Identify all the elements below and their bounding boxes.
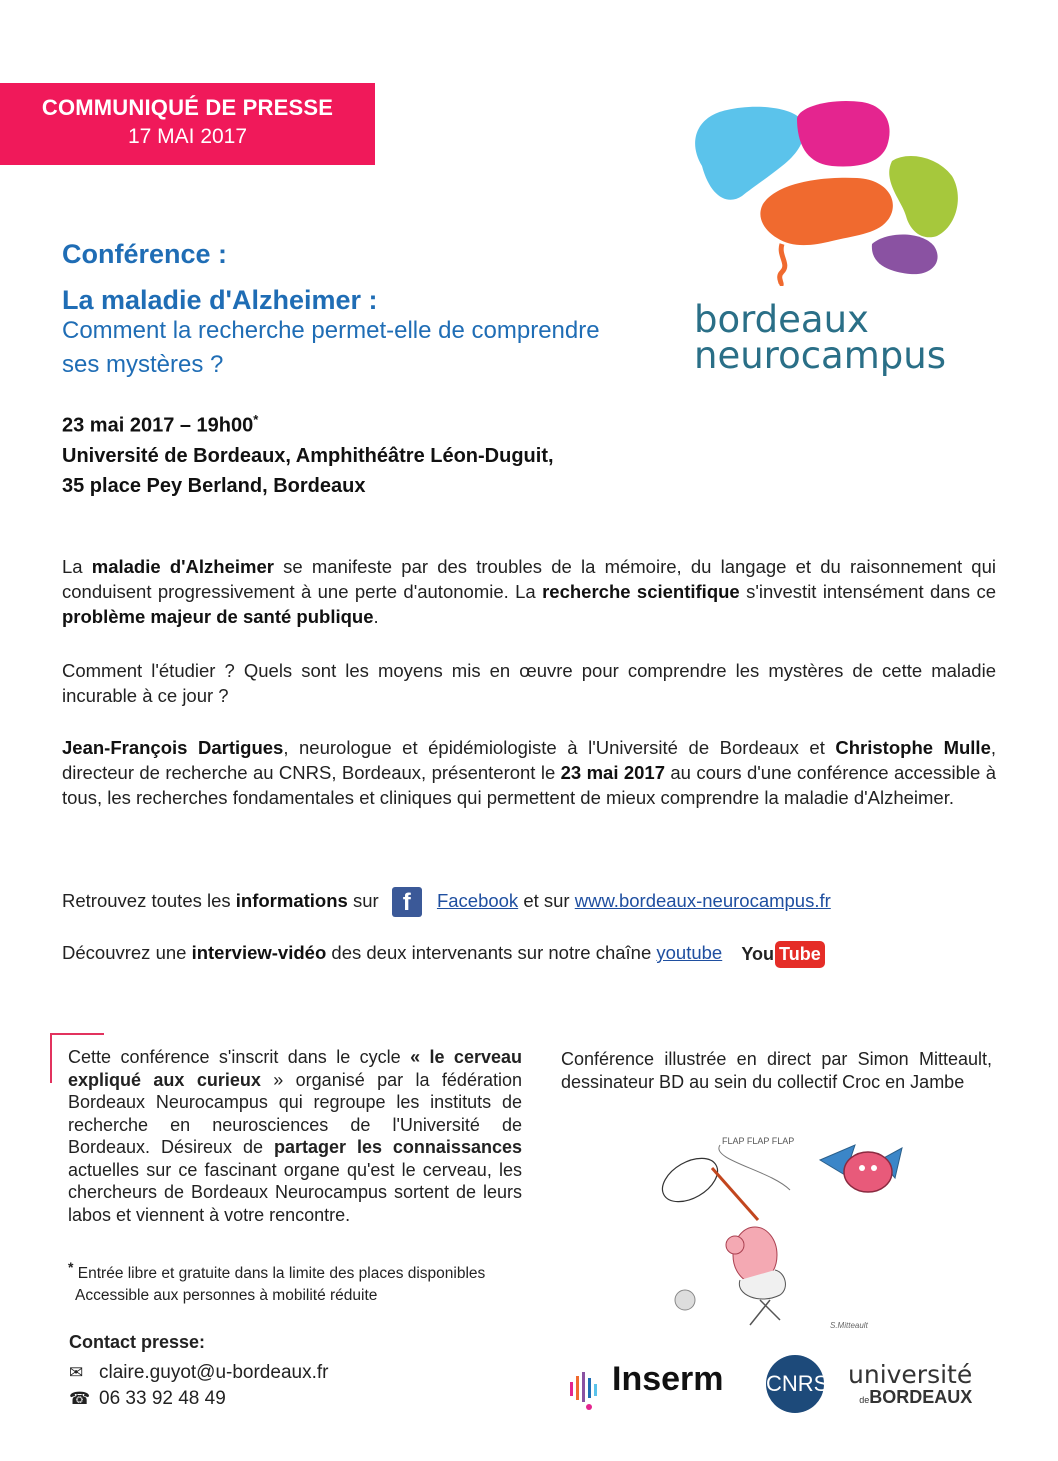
event-details [62,405,554,501]
press-release-banner [0,83,375,165]
brain-lobe-pink [797,101,890,167]
contact-phone-row [69,1388,226,1410]
text: actuelles sur ce fascinant organe qu'est le cerveau, les chercheurs de Bordeaux Neurocampus sortent de leurs labos et viennent à votre rencontre. [68,1159,522,1225]
inserm-logo: Inserm [612,1360,724,1398]
neurocampus-logo-text [694,298,946,377]
ub-line-2: BORDEAUX [869,1387,973,1407]
logo-line-2: neurocampus [694,334,946,377]
bold-text: interview-vidéo [191,942,327,963]
footnote [68,1256,485,1307]
butterfly-net [655,1149,725,1210]
logo-line-1: bordeaux [694,298,869,341]
event-asterisk: * [253,412,259,427]
footnote-asterisk: * [68,1259,74,1275]
ub-line-1: université [848,1360,973,1389]
speaker-name: Jean-François Dartigues [62,737,284,758]
youtube-logo-icon[interactable] [741,941,824,968]
envelope-icon: ✉ [69,1363,84,1382]
text: La [62,556,92,577]
paragraph-intro [62,554,996,629]
website-link[interactable]: www.bordeaux-neurocampus.fr [574,889,831,911]
press-release-title: COMMUNIQUÉ DE PRESSE [41,95,334,120]
brain-lobe-green [889,156,958,237]
contact-phone: 06 33 92 48 49 [99,1388,226,1409]
facebook-icon[interactable]: f [392,887,422,917]
ub-de: de [859,1395,870,1405]
youtube-logo-tube: Tube [775,941,825,968]
bold-text: maladie d'Alzheimer [91,556,274,577]
text: , directeur de recherche au CNRS, Bordeaux, présenteront le [62,737,997,783]
cnrs-logo: CNRS [766,1355,824,1413]
paragraph-questions: Comment l'étudier ? Quels sont les moyens mis en œuvre pour comprendre les mystères de cette maladie incurable à ce jour ? [62,660,996,706]
text: des deux intervenants sur notre chaîne [326,942,657,963]
universite-bordeaux-logo [848,1362,972,1410]
conference-title-line-1: Conférence : [62,239,228,269]
text: » organisé par la fédération Bordeaux Neurocampus qui regroupe les instituts de recherche en neurosciences de l'Université de Bordeaux. Désireux de [68,1069,522,1157]
cycle-paragraph [68,1046,522,1226]
brain-lobe-purple [872,234,938,274]
contact-email[interactable]: claire.guyot@u-bordeaux.fr [99,1362,329,1383]
brain-logo-icon [682,96,962,286]
dust-cloud [675,1290,695,1310]
conference-subtitle: Comment la recherche permet-elle de comprendre ses mystères ? [62,317,600,378]
bold-text: partager les connaissances [273,1137,522,1157]
bold-date: 23 mai 2017 [560,762,665,783]
brain-stem [780,244,785,286]
text: . [373,606,379,627]
event-datetime: 23 mai 2017 – 19h00 [62,414,254,437]
flying-brain [844,1152,892,1192]
footnote-line-2: Accessible aux personnes à mobilité réduite [75,1287,378,1305]
artist-signature: S.Mitteault [830,1321,868,1330]
youtube-logo-you: You [741,943,775,964]
video-line [62,940,996,968]
text: s'investit intensément dans ce [739,581,996,602]
text: et sur [518,889,575,911]
speaker-name: Christophe Mulle [835,737,991,758]
bold-text: recherche scientifique [542,581,740,602]
text: au cours d'une conférence accessible à tous, les recherches fondamentales et cliniques qui permettent de mieux comprendre la maladie d'Alzheimer. [62,762,996,808]
brain-lobe-orange [760,178,892,245]
paragraph-speakers [62,735,996,810]
illustration-caption: Conférence illustrée en direct par Simon Mitteault, dessinateur BD au sein du collectif Croc en Jambe [561,1049,992,1092]
cartoon-illustration [640,1120,910,1340]
phone-icon: ☎ [69,1389,91,1408]
press-release-date: 17 MAI 2017 [127,125,248,148]
text: Cette conférence s'inscrit dans le cycle [68,1047,411,1067]
facebook-link[interactable]: Facebook [436,889,519,911]
info-line [62,887,996,917]
conference-title-line-2: La maladie d'Alzheimer : [62,285,378,315]
text: se manifeste par des troubles de la mémoire, du langage et du raisonnement qui conduisent progressivement à une perte d'autonomie. La [62,556,996,602]
event-venue: Université de Bordeaux, Amphithéâtre Léon-Duguit, [62,444,554,467]
event-address: 35 place Pey Berland, Bordeaux [62,474,366,497]
footnote-line-1: Entrée libre et gratuite dans la limite des places disponibles [77,1265,486,1283]
bold-text: informations [235,889,348,911]
bold-text: « le cerveau expliqué aux curieux [68,1047,522,1090]
text: sur [347,889,379,911]
illustration-bubble: FLAP FLAP FLAP [722,1136,795,1146]
brain-lobe-blue [695,107,804,200]
contact-title: Contact presse: [69,1332,206,1352]
inserm-bars-icon [570,1370,600,1410]
text: Découvrez une [62,942,192,963]
bold-text: problème majeur de santé publique [62,606,374,627]
conference-title [62,231,378,323]
contact-email-row [69,1362,328,1384]
text: , neurologue et épidémiologiste à l'Université de Bordeaux et [283,737,836,758]
text: Retrouvez toutes les [62,889,236,911]
youtube-link[interactable]: youtube [656,942,723,963]
